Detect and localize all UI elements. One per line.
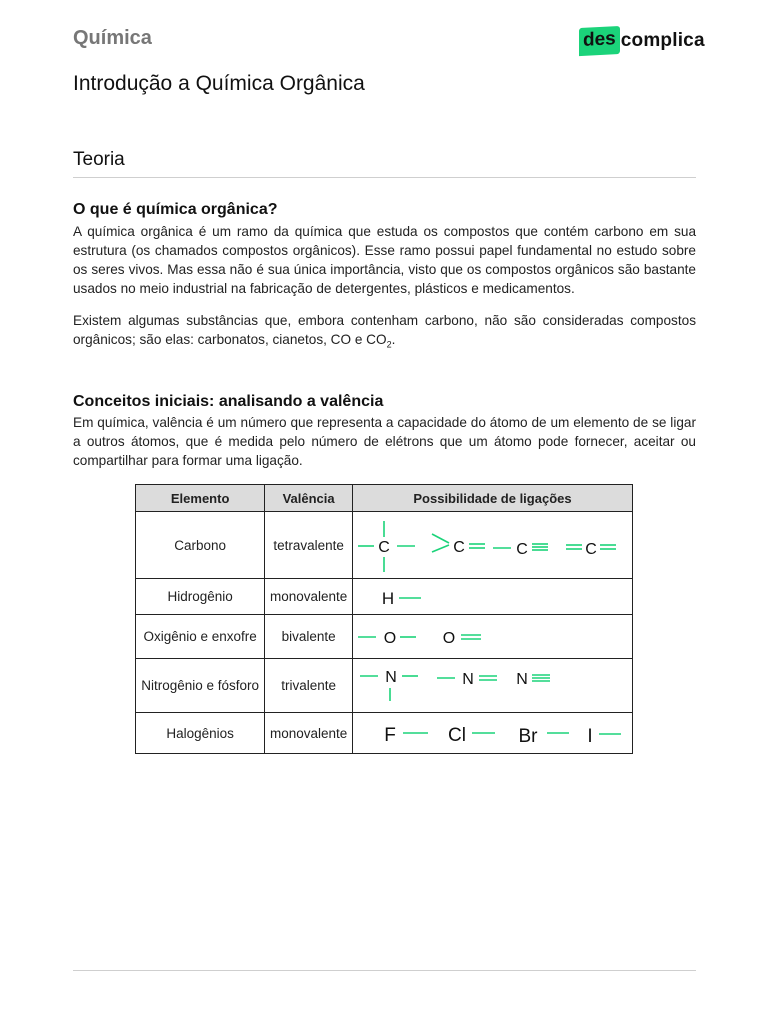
atom-symbol: Cl bbox=[448, 725, 466, 746]
paragraph-exceptions-end: . bbox=[391, 332, 396, 347]
footer-divider bbox=[73, 970, 696, 971]
atom-symbol: H bbox=[381, 589, 395, 608]
halogens-bonds-diagram bbox=[353, 713, 632, 753]
co2-subscript: 2 bbox=[386, 339, 392, 350]
cell-valence: bivalente bbox=[265, 615, 353, 659]
atom-symbol: F bbox=[384, 725, 396, 746]
document-title: Introdução a Química Orgânica bbox=[73, 72, 365, 95]
paragraph-organic-intro: A química orgânica é um ramo da química que estuda os compostos que contém carbono em sua estrutura (os chamados compostos orgânicos). Esse ramo possui papel fundamental no estudo sobre os seres vivos. Mas essa não é sua única importância, visto que os compostos orgânicos são bastante usados no meio industrial na fabricação de detergentes, plásticos e medicamentos. bbox=[73, 224, 696, 296]
cell-valence: tetravalente bbox=[265, 512, 353, 579]
table-row-halogens bbox=[136, 713, 633, 754]
valence-table bbox=[135, 484, 633, 754]
cell-element: Nitrogênio e fósforo bbox=[136, 659, 265, 713]
section-title: Teoria bbox=[73, 149, 125, 170]
carbon-bonds-diagram bbox=[353, 512, 632, 578]
paragraph-valence: Em química, valência é um número que representa a capacidade do átomo de um elemento de se ligar a outros átomos, que é medida pelo número de elétrons que um átomo pode fornecer, aceitar ou compartilhar para formar uma ligação. bbox=[73, 415, 696, 468]
section-divider bbox=[73, 177, 696, 178]
nitrogen-bonds-diagram bbox=[353, 659, 632, 712]
atom-symbol: C bbox=[378, 539, 390, 556]
atom-symbol: N bbox=[462, 671, 474, 688]
paragraph-exceptions bbox=[73, 311, 696, 355]
cell-element: Carbono bbox=[136, 512, 265, 579]
atom-symbol: N bbox=[385, 669, 397, 686]
heading-valence: Conceitos iniciais: analisando a valência bbox=[73, 393, 384, 410]
oxygen-bonds-diagram bbox=[353, 615, 632, 658]
heading-what-is-organic: O que é química orgânica? bbox=[73, 201, 278, 218]
header-valence: Valência bbox=[265, 485, 353, 512]
header-bonds: Possibilidade de ligações bbox=[352, 485, 632, 512]
cell-element: Halogênios bbox=[136, 713, 265, 754]
bond-line bbox=[432, 534, 449, 543]
hydrogen-bonds-diagram bbox=[353, 579, 632, 614]
atom-symbol: O bbox=[442, 630, 456, 647]
table-row-carbon bbox=[136, 512, 633, 579]
cell-valence: monovalente bbox=[265, 579, 353, 615]
subject-label: Química bbox=[73, 27, 152, 49]
table-row-oxygen bbox=[136, 615, 633, 659]
logo-part-des: des bbox=[579, 26, 620, 56]
atom-symbol: Br bbox=[518, 726, 538, 747]
atom-symbol: I bbox=[587, 726, 593, 747]
atom-symbol: C bbox=[453, 539, 465, 556]
header-element: Elemento bbox=[136, 485, 265, 512]
atom-symbol: O bbox=[383, 630, 397, 647]
cell-bonds-oxygen bbox=[352, 615, 632, 659]
cell-element: Hidrogênio bbox=[136, 579, 265, 615]
bond-line bbox=[432, 545, 449, 552]
atom-symbol: N bbox=[516, 671, 528, 688]
cell-element: Oxigênio e enxofre bbox=[136, 615, 265, 659]
cell-bonds-carbon bbox=[352, 512, 632, 579]
atom-symbol: C bbox=[585, 541, 597, 558]
logo-part-complica: complica bbox=[620, 30, 705, 51]
cell-valence: monovalente bbox=[265, 713, 353, 754]
table-row-hydrogen bbox=[136, 579, 633, 615]
cell-valence: trivalente bbox=[265, 659, 353, 713]
atom-symbol: C bbox=[516, 541, 528, 558]
table-header-row bbox=[136, 485, 633, 512]
cell-bonds-hydrogen bbox=[352, 579, 632, 615]
cell-bonds-nitrogen bbox=[352, 659, 632, 713]
descomplica-logo bbox=[579, 26, 705, 56]
table-row-nitrogen bbox=[136, 659, 633, 713]
paragraph-exceptions-text: Existem algumas substâncias que, embora contenham carbono, não são consideradas compostos orgânicos; são elas: carbonatos, cianetos, CO e CO bbox=[73, 313, 696, 347]
cell-bonds-halogens bbox=[352, 713, 632, 754]
